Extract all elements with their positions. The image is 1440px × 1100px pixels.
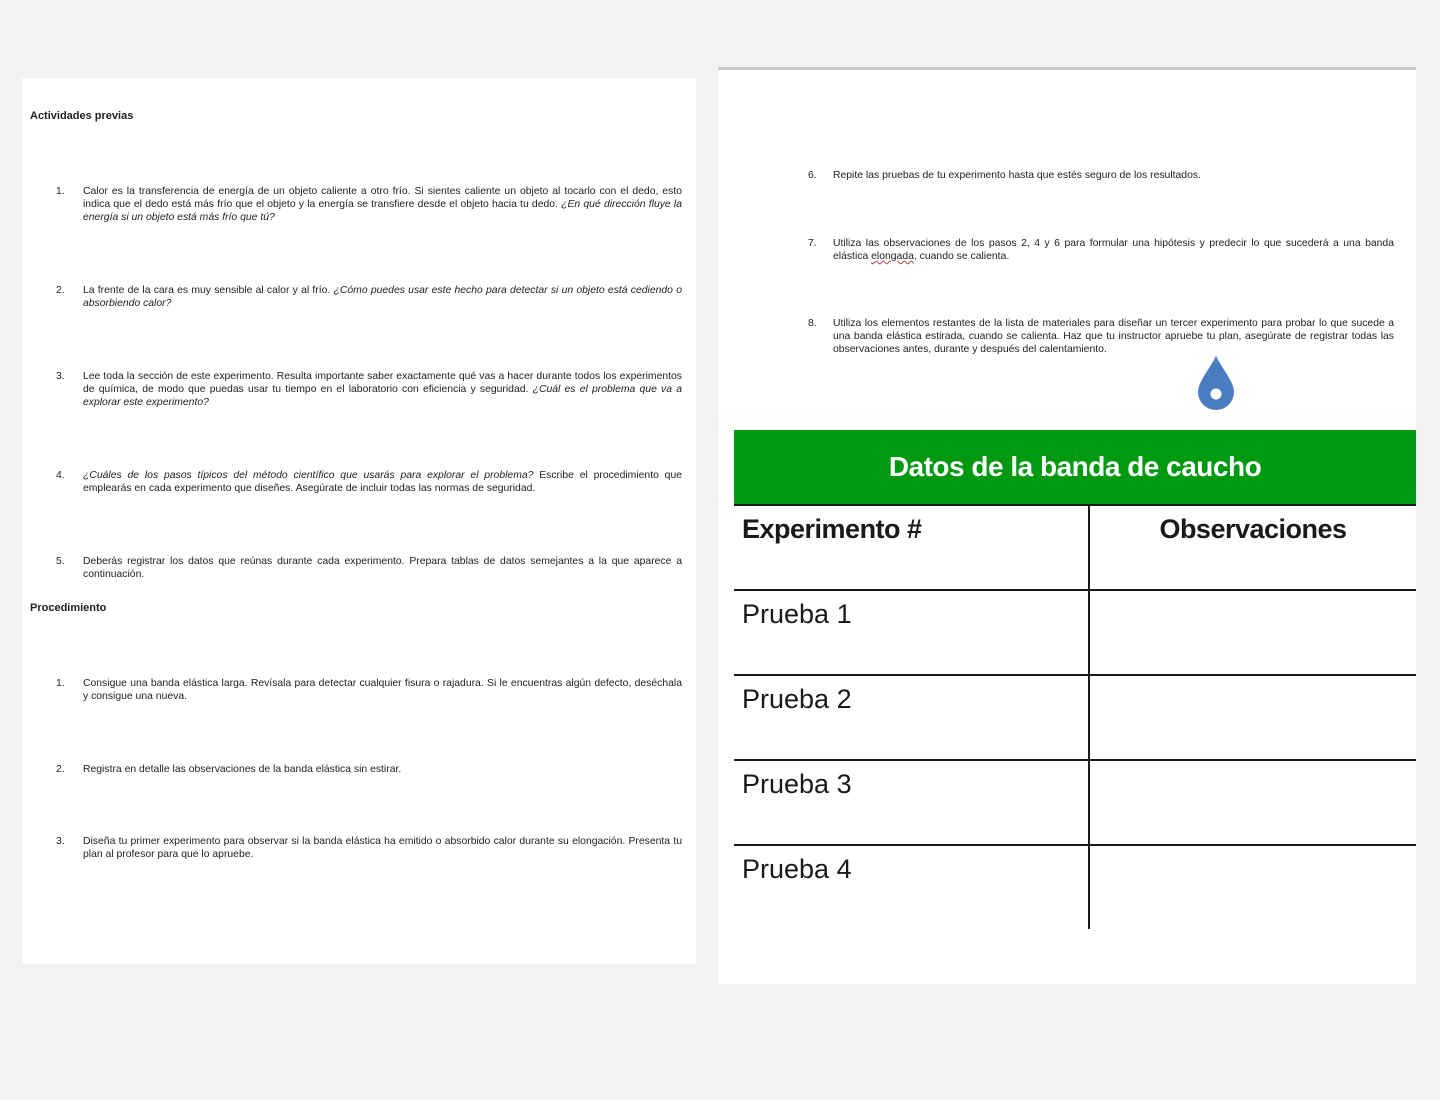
rubber-band-data-table: [734, 430, 1416, 929]
prev-item-5: 5. Deberás registrar los datos que reúnas durante cada experimento. Prepara tablas de datos semejantes a la que aparece a continuación.: [56, 556, 682, 580]
table-title: Datos de la banda de caucho: [734, 430, 1416, 506]
table-header-row: [734, 506, 1416, 590]
proc-item-3: 3. Diseña tu primer experimento para observar si la banda elástica ha emitido o absorbido calor durante su elongación. Presenta tu plan al profesor para que lo apruebe.: [56, 836, 682, 860]
table-row: [734, 845, 1416, 929]
observation-cell[interactable]: [1089, 845, 1416, 929]
observation-cell[interactable]: [1089, 760, 1416, 845]
spellcheck-word: elongada: [871, 251, 914, 262]
prev-item-3: 3. Lee toda la sección de este experimento. Resulta importante saber exactamente qué vas a hacer durante todos los experimentos de química, de modo que puedas usar tu tiempo en el laboratorio con eficiencia y seguridad. ¿Cuál es el problema que va a explorar este experimento?: [56, 371, 682, 408]
col-header-experiment: Experimento #: [734, 506, 1089, 590]
table-row: [734, 590, 1416, 675]
prev-item-2: 2. La frente de la cara es muy sensible al calor y al frío. ¿Cómo puedes usar este hecho para detectar si un objeto está cediendo o absorbiendo calor?: [56, 285, 682, 309]
row-label: Prueba 4: [734, 845, 1089, 929]
prev-item-1: 1. Calor es la transferencia de energía de un objeto caliente a otro frío. Si sientes caliente un objeto al tocarlo con el dedo, esto indica que el dedo está más frío que el objeto y la energía se transfiere desde el objeto hacia tu dedo. ¿En qué dirección fluye la energía si un objeto está más frío que tú?: [56, 186, 682, 223]
heading-actividades-previas: Actividades previas: [30, 110, 134, 122]
left-document-page: [22, 78, 696, 964]
heading-procedimiento: Procedimiento: [30, 602, 107, 614]
row-label: Prueba 2: [734, 675, 1089, 760]
row-label: Prueba 1: [734, 590, 1089, 675]
step-item-8: 8. Utiliza los elementos restantes de la lista de materiales para diseñar un tercer experimento para probar lo que sucede a una banda elástica estirada, cuando se calienta. Haz que tu instructor apruebe tu plan, asegúrate de registrar todas las observaciones antes, durante y después del calentamiento.: [808, 318, 1394, 355]
col-header-observations: Observaciones: [1089, 506, 1416, 590]
step-item-7: 7. Utiliza las observaciones de los pasos 2, 4 y 6 para formular una hipótesis y predecir lo que sucederá a una banda elástica elongada, cuando se calienta.: [808, 238, 1394, 262]
observation-cell[interactable]: [1089, 590, 1416, 675]
water-drop-icon: [1196, 354, 1236, 412]
proc-item-2: 2. Registra en detalle las observaciones de la banda elástica sin estirar.: [56, 764, 402, 775]
step-item-6: 6. Repite las pruebas de tu experimento hasta que estés seguro de los resultados.: [808, 170, 1201, 181]
observation-cell[interactable]: [1089, 675, 1416, 760]
right-document-page: [718, 70, 1416, 984]
table-row: [734, 675, 1416, 760]
table-row: [734, 760, 1416, 845]
row-label: Prueba 3: [734, 760, 1089, 845]
proc-item-1: 1. Consigue una banda elástica larga. Revísala para detectar cualquier fisura o rajadura. Si le encuentras algún defecto, deséchala y consigue una nueva.: [56, 678, 682, 702]
prev-item-4: 4. ¿Cuáles de los pasos típicos del método científico que usarás para explorar el problema? Escribe el procedimiento que emplearás en cada experimento que diseñes. Asegúrate de incluir todas las normas de seguridad.: [56, 470, 683, 494]
